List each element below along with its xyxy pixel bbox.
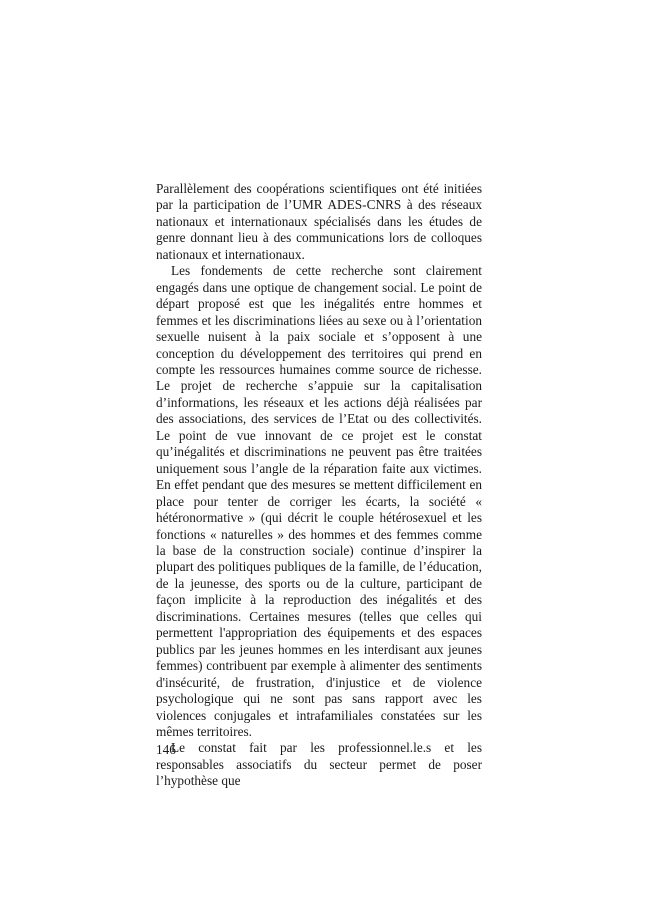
paragraph-cooperations: Parallèlement des coopérations scientifiques ont été initiées par la participation de l’UMR ADES-CNRS à des réseaux nationaux et internationaux spécialisés dans les études de genre donnant lieu à des communications lors de colloques nationaux et internationaux. [156,181,482,262]
page-number: 146 [156,742,176,757]
paragraph-fondements: Les fondements de cette recherche sont clairement engagés dans une optique de changement social. Le point de départ proposé est que les inégalités entre hommes et femmes et les discriminations liées au sexe ou à l’orientation sexuelle nuisent à la paix sociale et s’opposent à une conception du développement des territoires qui prend en compte les ressources humaines comme source de richesse. Le projet de recherche s’appuie sur la capitalisation d’informations, les réseaux et les actions déjà réalisées par des associations, des services de l’Etat ou des collectivités. Le point de vue innovant de ce projet est le constat qu’inégalités et discriminations ne peuvent pas être traitées uniquement sous l’angle de la réparation faite aux victimes. En effet pendant que des mesures se mettent difficilement en place pour tenter de corriger les écarts, la société « hétéronormative » (qui décrit le couple hétérosexuel et les fonctions « naturelles » des hommes et des femmes comme la base de la construction sociale) continue d’inspirer la plupart des politiques publiques de la famille, de l’éducation, de la jeunesse, des sports ou de la culture, participant de façon implicite à la reproduction des inégalités et des discriminations. Certaines mesures (telles que celles qui permettent l'appropriation des équipements et des espaces publics par les jeunes hommes en les interdisant aux jeunes femmes) contribuent par exemple à alimenter des sentiments d'insécurité, de frustration, d'injustice et de violence psychologique qui ne sont pas sans rapport avec les violences conjugales et intrafamiliales constatées sur les mêmes territoires. [156,263,482,739]
paragraph-constat: Le constat fait par les professionnel.le.s et les responsables associatifs du secteur permet de poser l’hypothèse que [156,740,482,789]
body-text [156,181,482,790]
